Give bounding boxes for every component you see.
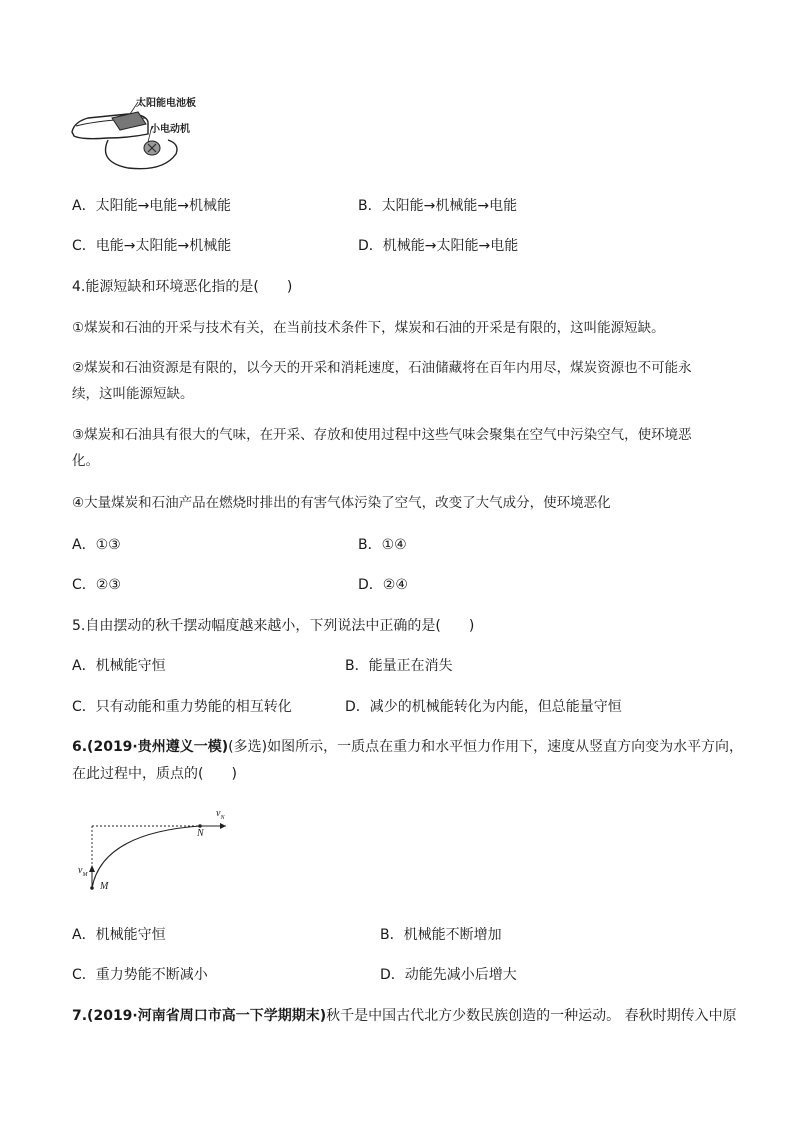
- trajectory-figure: [72, 805, 242, 895]
- q6-stem-text: (多选)如图所示，一质点在重力和水平恒力作用下，速度从竖直方向变为水平方向，: [228, 739, 744, 755]
- solar-cap-figure: [68, 92, 198, 174]
- q5-option-c[interactable]: C．只有动能和重力势能的相互转化: [72, 699, 292, 715]
- q5-option-b[interactable]: B．能量正在消失: [345, 658, 453, 674]
- q6-option-c[interactable]: C．重力势能不断减小: [72, 967, 208, 983]
- q5-option-a[interactable]: A．机械能守恒: [72, 658, 166, 674]
- q4-item-3-line-2: 化。: [72, 453, 99, 469]
- q4-option-c[interactable]: C．②③: [72, 577, 121, 593]
- solar-panel-label: 太阳能电池板: [136, 98, 196, 109]
- q6-option-b[interactable]: B．机械能不断增加: [380, 927, 502, 943]
- q4-item-1: ①煤炭和石油的开采与技术有关，在当前技术条件下，煤炭和石油的开采是有限的，这叫能源短缺。: [72, 320, 665, 336]
- q4-option-d[interactable]: D．②④: [358, 577, 408, 593]
- q6-option-d[interactable]: D．动能先减小后增大: [380, 967, 517, 983]
- q7-stem-text: 秋千是中国古代北方少数民族创造的一种运动。 春秋时期传入中原: [326, 1008, 737, 1024]
- q3-option-a[interactable]: A．太阳能→电能→机械能: [72, 198, 232, 214]
- q3-option-c[interactable]: C．电能→太阳能→机械能: [72, 238, 232, 254]
- q6-option-a[interactable]: A．机械能守恒: [72, 927, 166, 943]
- q4-option-b[interactable]: B．①④: [358, 537, 407, 553]
- vM-label: $v_M$: [78, 865, 88, 878]
- q4-stem: 4.能源短缺和环境恶化指的是( ): [72, 279, 293, 295]
- motor-label: 小电动机: [150, 124, 190, 135]
- q6-stem-line-2: 在此过程中，质点的( ): [72, 766, 237, 782]
- q3-option-b[interactable]: B．太阳能→机械能→电能: [358, 198, 518, 214]
- q6-source: 6.(2019·贵州遵义一模): [72, 739, 229, 755]
- N-point-label: N: [197, 828, 204, 839]
- q5-option-d[interactable]: D．减少的机械能转化为内能，但总能量守恒: [345, 699, 622, 715]
- q3-option-d[interactable]: D．机械能→太阳能→电能: [358, 238, 519, 254]
- q7-source: 7.(2019·河南省周口市高一下学期期末): [72, 1008, 327, 1024]
- q4-item-3-line-1: ③煤炭和石油具有很大的气味，在开采、存放和使用过程中这些气味会聚集在空气中污染空气，使环境恶: [72, 427, 692, 443]
- q6-stem-line-1: [72, 738, 743, 756]
- M-point-label: M: [100, 881, 109, 892]
- q4-option-a[interactable]: A．①③: [72, 537, 121, 553]
- q5-stem: 5.自由摆动的秋千摆动幅度越来越小，下列说法中正确的是( ): [72, 618, 475, 634]
- q7-stem: [72, 1007, 737, 1025]
- q4-item-4: ④大量煤炭和石油产品在燃烧时排出的有害气体污染了空气，改变了大气成分，使环境恶化: [72, 495, 611, 511]
- vN-label: $v_N$: [216, 808, 225, 821]
- q4-item-2-line-2: 续，这叫能源短缺。: [72, 386, 194, 402]
- q4-item-2-line-1: ②煤炭和石油资源是有限的，以今天的开采和消耗速度，石油储藏将在百年内用尽，煤炭资源也不可能永: [72, 360, 692, 376]
